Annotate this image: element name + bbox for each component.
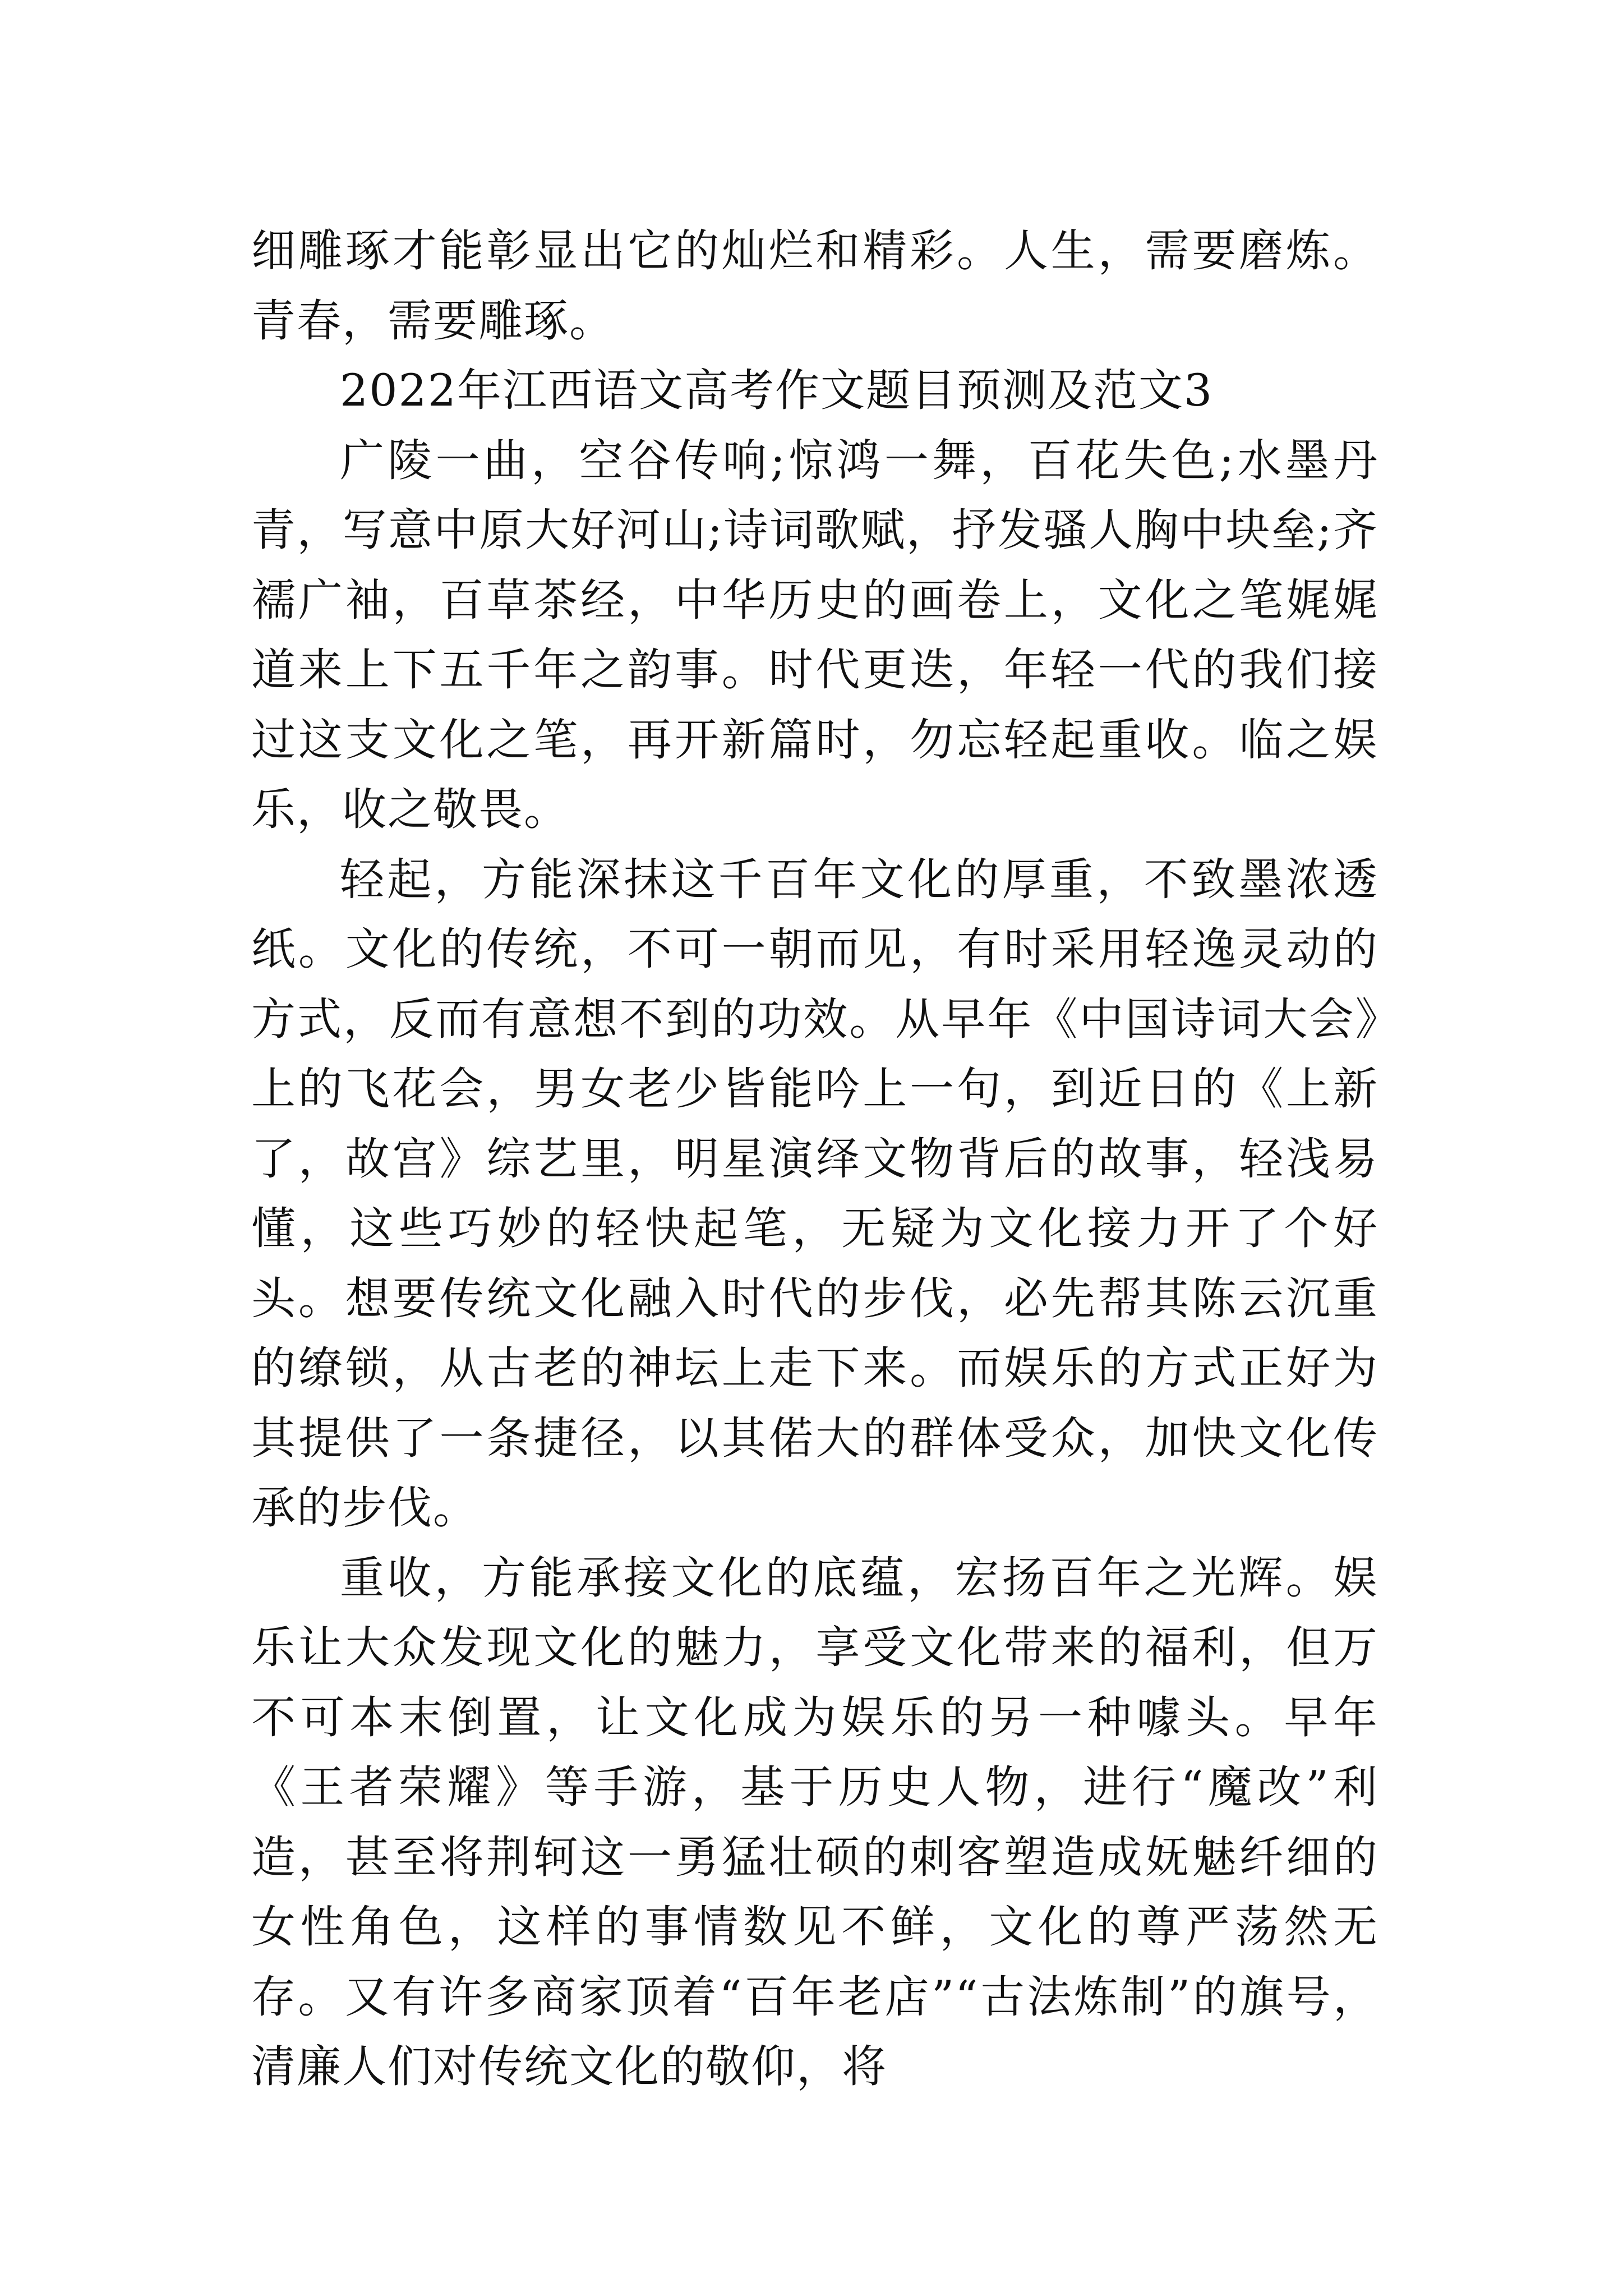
paragraph-continuation: 细雕琢才能彰显出它的灿烂和精彩。人生，需要磨炼。青春，需要雕琢。	[251, 225, 1378, 347]
paragraph-light-start: 轻起，方能深抹这千百年文化的厚重，不致墨浓透纸。文化的传统，不可一朝而见，有时采用轻逸灵动的方式，反而有意想不到的功效。从早年《中国诗词大会》上的飞花会，男女老少皆能吟上一句，到近日的《上新了，故宫》综艺里，明星演绎文物背后的故事，轻浅易懂，这些巧妙的轻快起笔，无疑为文化接力开了个好头。想要传统文化融入时代的步伐，必先帮其陈云沉重的缭锁，从古老的神坛上走下来。而娱乐的方式正好为其提供了一条捷径，以其偌大的群体受众，加快文化传承的步伐。	[251, 853, 1378, 1534]
paragraph-intro: 广陵一曲，空谷传响;惊鸿一舞，百花失色;水墨丹青，写意中原大好河山;诗词歌赋，抒发骚人胸中块垒;齐襦广袖，百草茶经，中华历史的画卷上，文化之笔娓娓道来上下五千年之韵事。时代更迭，年轻一代的我们接过这支文化之笔，再开新篇时，勿忘轻起重收。临之娱乐，收之敬畏。	[251, 434, 1378, 835]
document-body	[251, 216, 1378, 2102]
paragraph-heavy-finish: 重收，方能承接文化的底蕴，宏扬百年之光辉。娱乐让大众发现文化的魅力，享受文化带来的福利，但万不可本末倒置，让文化成为娱乐的另一种噱头。早年《王者荣耀》等手游，基于历史人物，进行“魔改”利造，甚至将荆轲这一勇猛壮硕的刺客塑造成妩魅纤细的女性角色，这样的事情数见不鲜，文化的尊严荡然无存。又有许多商家顶着“百年老店”“古法炼制”的旗号，清廉人们对传统文化的敬仰，将	[251, 1552, 1378, 2092]
essay-heading: 2022年江西语文高考作文题目预测及范文3	[340, 365, 1214, 416]
